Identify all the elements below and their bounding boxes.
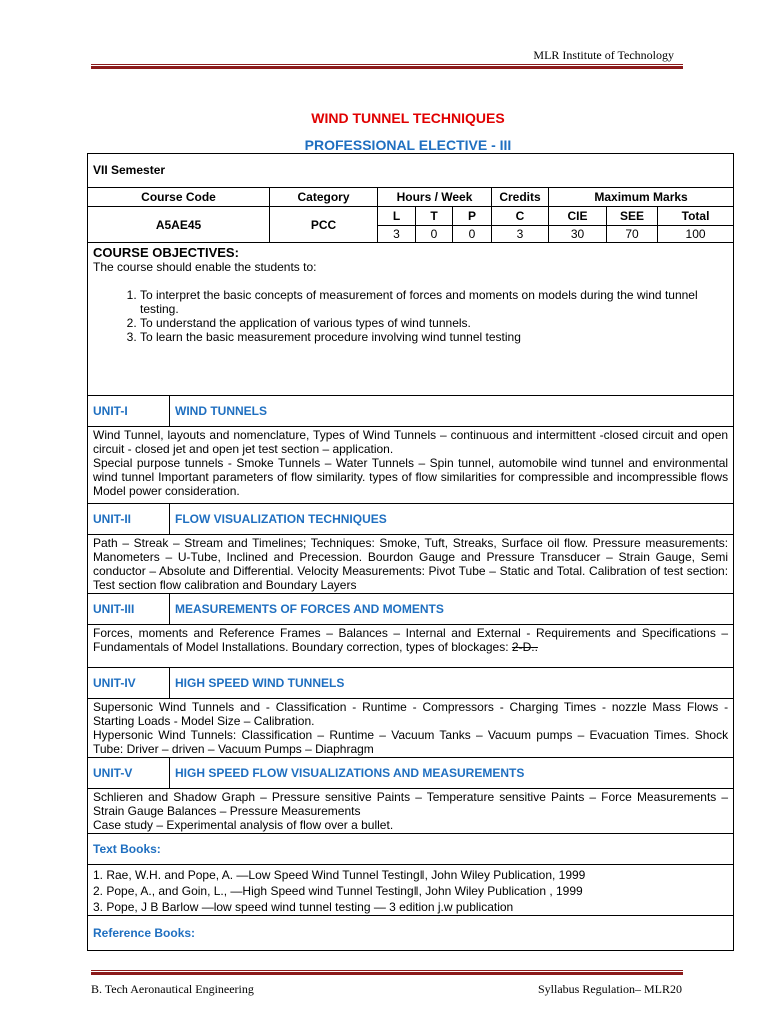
elective-title: PROFESSIONAL ELECTIVE - III — [304, 137, 512, 153]
unit-1-text: Wind Tunnel, layouts and nomenclature, Types of Wind Tunnels – continuous and intermittent -closed circuit and open circuit - closed jet and open jet test section – application. Special purpose tunnels - Smoke Tunnels – Water Tunnels – Spin tunnel, automobile wind tunnel and environmental wind tunnel Important parameters of flow similarity. types of flow similarities for compressible and incompressible flows Model power consideration. — [93, 428, 729, 498]
unit-4-content — [88, 699, 734, 758]
unit-4-label: UNIT-IV — [88, 668, 170, 699]
unit-5-content — [88, 789, 734, 834]
cie-value: 30 — [549, 226, 607, 243]
hdr-course-code: Course Code — [88, 188, 270, 207]
hdr-cie: CIE — [549, 207, 607, 226]
syllabus-table — [87, 153, 734, 951]
text-book-item: 1. Rae, W.H. and Pope, A. —Low Speed Wind Tunnel Testing‖, John Wiley Publication, 1999 — [93, 868, 586, 882]
l-value: 3 — [378, 226, 416, 243]
unit-1-label: UNIT-I — [88, 396, 170, 427]
c-value: 3 — [492, 226, 549, 243]
hdr-p: P — [453, 207, 492, 226]
hdr-c: C — [492, 207, 549, 226]
unit-3-text: Forces, moments and Reference Frames – Balances – Internal and External - Requirements and Specifications – Fundamentals of Model Installations. Boundary correction, types of blockages: — [93, 626, 729, 654]
unit-1-content — [88, 427, 734, 504]
text-book-item: 3. Pope, J B Barlow —low speed wind tunnel testing — 3 edition j.w publication — [93, 900, 514, 914]
hdr-category: Category — [270, 188, 378, 207]
objectives-intro: The course should enable the students to: — [93, 260, 317, 274]
objective-item: 3. To learn the basic measurement procedure involving wind tunnel testing — [140, 330, 728, 344]
hdr-hours-week: Hours / Week — [378, 188, 492, 207]
footer-program: B. Tech Aeronautical Engineering — [91, 982, 254, 996]
unit-2-label: UNIT-II — [88, 504, 170, 535]
reference-books-heading: Reference Books: — [88, 916, 734, 951]
unit-3-struck-text: 2-D.. — [511, 640, 538, 654]
header-rule — [91, 64, 683, 69]
unit-3-title: MEASUREMENTS OF FORCES AND MOMENTS — [170, 594, 734, 625]
header-institute: MLR Institute of Technology — [533, 48, 674, 62]
unit-3-label: UNIT-III — [88, 594, 170, 625]
hdr-total: Total — [658, 207, 734, 226]
unit-2-title: FLOW VISUALIZATION TECHNIQUES — [170, 504, 734, 535]
unit-3-content — [88, 625, 734, 668]
hdr-max-marks: Maximum Marks — [549, 188, 734, 207]
unit-4-text: Supersonic Wind Tunnels and - Classification - Runtime - Compressors - Charging Times - nozzle Mass Flows - Starting Loads - Model Size – Calibration. Hypersonic Wind Tunnels: Classification – Runtime – Vacuum Tanks – Vacuum pumps – Evacuation Times. Shock Tube: Driver – driven – Vacuum Pumps – Diaphragm — [93, 700, 729, 756]
objectives-list — [93, 288, 728, 344]
objectives-heading: COURSE OBJECTIVES: — [93, 245, 239, 260]
course-objectives — [88, 243, 734, 396]
unit-1-title: WIND TUNNELS — [170, 396, 734, 427]
text-books-heading: Text Books: — [88, 834, 734, 865]
footer-regulation: Syllabus Regulation– MLR20 — [538, 982, 682, 996]
footer-rule — [91, 970, 683, 975]
category-value: PCC — [270, 207, 378, 243]
total-value: 100 — [658, 226, 734, 243]
course-title: WIND TUNNEL TECHNIQUES — [311, 110, 505, 126]
text-books-list — [88, 865, 734, 916]
hdr-t: T — [416, 207, 453, 226]
unit-5-title: HIGH SPEED FLOW VISUALIZATIONS AND MEASUREMENTS — [170, 758, 734, 789]
objective-item: 1. To interpret the basic concepts of measurement of forces and moments on models during the wind tunnel testing. — [140, 288, 728, 316]
semester: VII Semester — [88, 154, 734, 188]
t-value: 0 — [416, 226, 453, 243]
text-book-item: 2. Pope, A., and Goin, L., —High Speed wind Tunnel Testing‖, John Wiley Publication , 1999 — [93, 884, 583, 898]
unit-5-label: UNIT-V — [88, 758, 170, 789]
p-value: 0 — [453, 226, 492, 243]
hdr-see: SEE — [607, 207, 658, 226]
hdr-credits: Credits — [492, 188, 549, 207]
unit-4-title: HIGH SPEED WIND TUNNELS — [170, 668, 734, 699]
objective-item: 2. To understand the application of various types of wind tunnels. — [140, 316, 728, 330]
see-value: 70 — [607, 226, 658, 243]
hdr-l: L — [378, 207, 416, 226]
unit-5-text: Schlieren and Shadow Graph – Pressure sensitive Paints – Temperature sensitive Paints – Force Measurements – Strain Gauge Balances – Pressure Measurements Case study – Experimental analysis of flow over a bullet. — [93, 790, 729, 832]
unit-2-content — [88, 535, 734, 594]
course-code-value: A5AE45 — [88, 207, 270, 243]
unit-2-text: Path – Streak – Stream and Timelines; Techniques: Smoke, Tuft, Streaks, Surface oil flow. Pressure measurements: Manometers – U-Tube, Inclined and Precession. Bourdon Gauge and Pressure Transducer – Strain Gauge, Semi conductor – Absolute and Differential. Velocity Measurements: Pivot Tube – Static and Total. Calibration of test section: Test section flow calibration and Boundary Layers — [93, 536, 729, 592]
